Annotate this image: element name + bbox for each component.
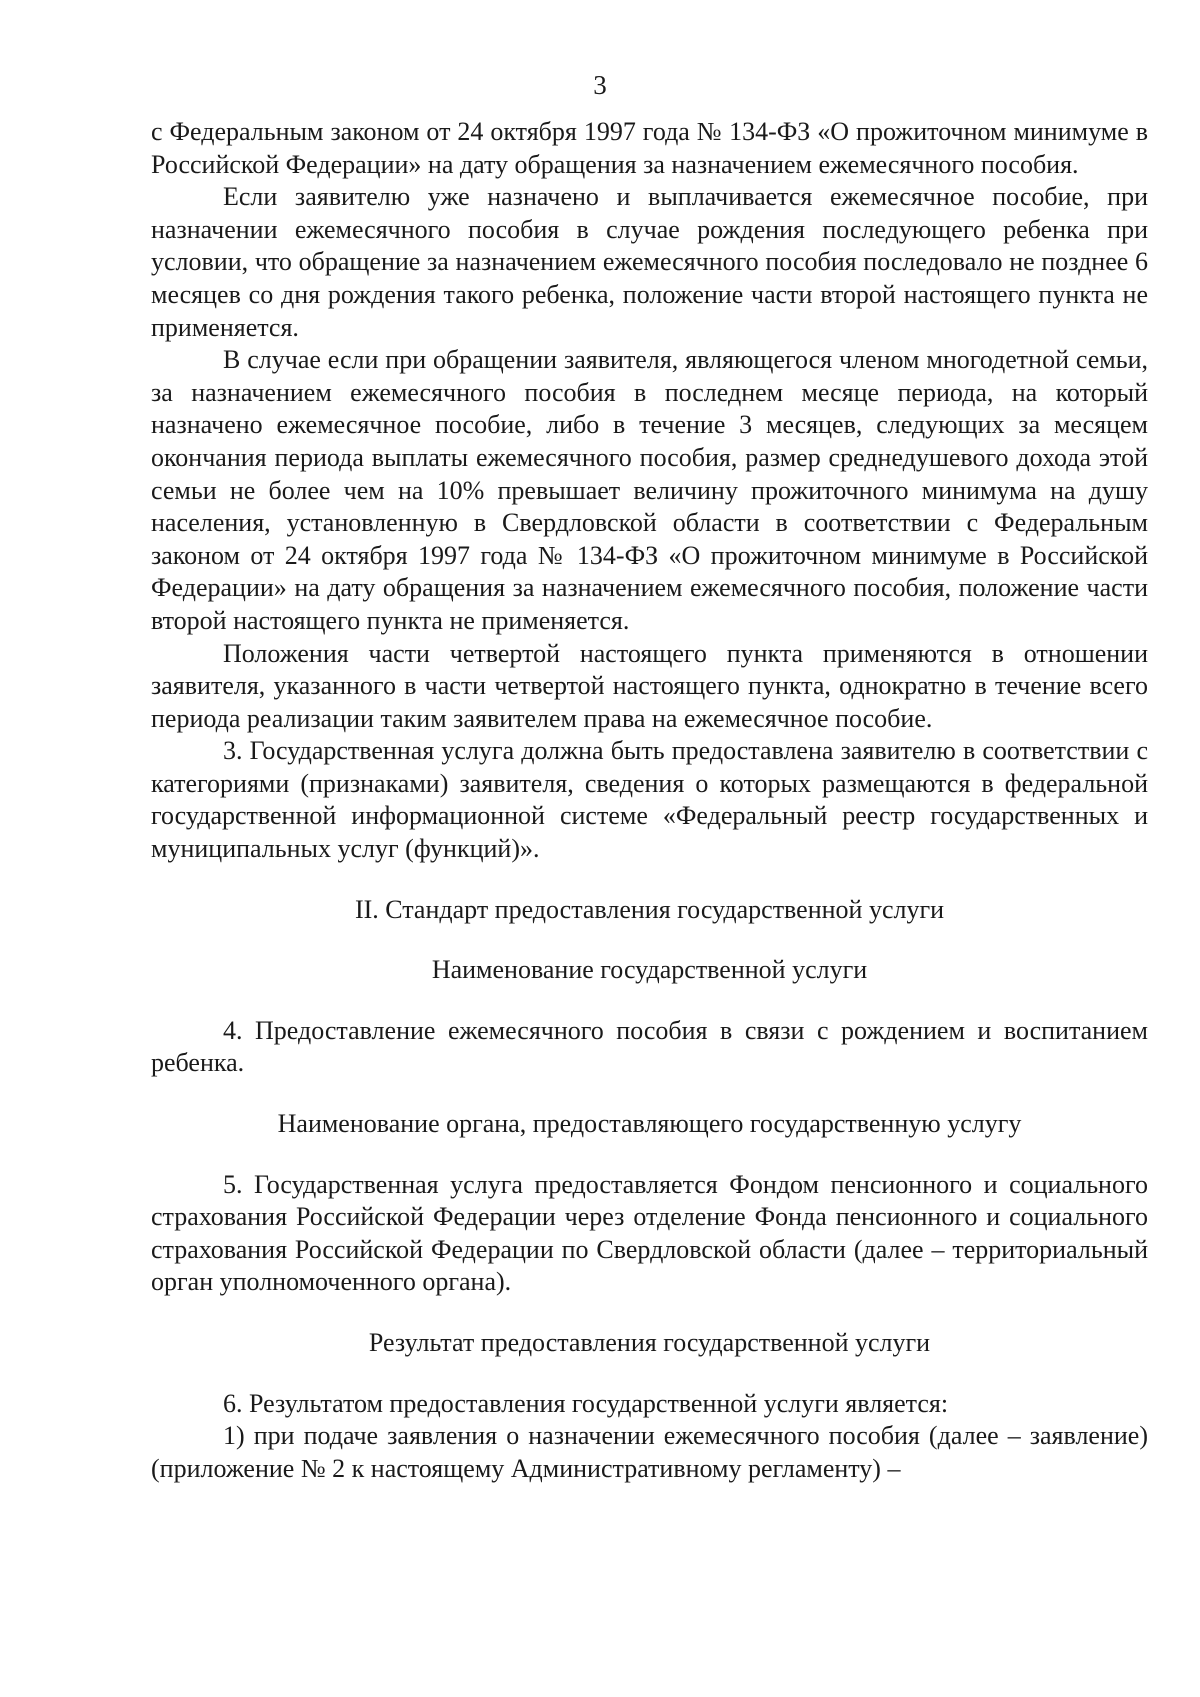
paragraph-already-assigned: Если заявителю уже назначено и выплачивается ежемесячное пособие, при назначении ежемесячного пособия в случае рождения последующего ребенка при условии, что обращение за назначением ежемесячного пособия последовало не позднее 6 месяцев со дня рождения такого ребенка, положение части второй настоящего пункта не применяется. xyxy=(151,182,1148,342)
section-heading-standard: II. Стандарт предоставления государственной услуги xyxy=(354,894,945,924)
paragraph-part-four: Положения части четвертой настоящего пункта применяются в отношении заявителя, указанного в части четвертой настоящего пункта, однократно в течение всего периода реализации таким заявителем права на ежемесячное пособие. xyxy=(151,638,1148,733)
paragraph-large-family: В случае если при обращении заявителя, являющегося членом многодетной семьи, за назначением ежемесячного пособия в последнем месяце периода, на который назначено ежемесячное пособие, либо в течение 3 месяцев, следующих за месяцем окончания периода выплаты ежемесячного пособия, размер среднедушевого дохода этой семьи не более чем на 10% превышает величину прожиточного минимума на душу населения, установленную в Свердловской области в соответствии с Федеральным законом от 24 октября 1997 года № 134-ФЗ «О прожиточном минимуме в Российской Федерации» на дату обращения за назначением ежемесячного пособия, положение части второй настоящего пункта не применяется. xyxy=(151,345,1148,635)
page-number: 3 xyxy=(593,70,607,100)
paragraph-item-6: 6. Результатом предоставления государственной услуги является: xyxy=(223,1388,949,1418)
paragraph-item-3: 3. Государственная услуга должна быть предоставлена заявителю в соответствии с категориями (признаками) заявителя, сведения о которых размещаются в федеральной государственной информационной системе «Федеральный реестр государственных и муниципальных услуг (функций)». xyxy=(151,736,1148,864)
document-body xyxy=(151,116,1148,1485)
paragraph-continuation: с Федеральным законом от 24 октября 1997 года № 134-ФЗ «О прожиточном минимуме в Российской Федерации» на дату обращения за назначением ежемесячного пособия. xyxy=(151,117,1148,179)
paragraph-item-5: 5. Государственная услуга предоставляется Фондом пенсионного и социального страхования Российской Федерации через отделение Фонда пенсионного и социального страхования Российской Федерации по Свердловской области (далее – территориальный орган уполномоченного органа). xyxy=(151,1169,1148,1297)
subheading-service-name: Наименование государственной услуги xyxy=(431,955,868,985)
subheading-service-body: Наименование органа, предоставляющего государственную услугу xyxy=(277,1109,1022,1139)
paragraph-item-4: 4. Предоставление ежемесячного пособия в связи с рождением и воспитанием ребенка. xyxy=(151,1015,1148,1078)
paragraph-item-6-1: 1) при подаче заявления о назначении ежемесячного пособия (далее – заявление) (приложение № 2 к настоящему Административному регламенту) – xyxy=(151,1421,1148,1483)
subheading-service-result: Результат предоставления государственной услуги xyxy=(368,1328,931,1357)
